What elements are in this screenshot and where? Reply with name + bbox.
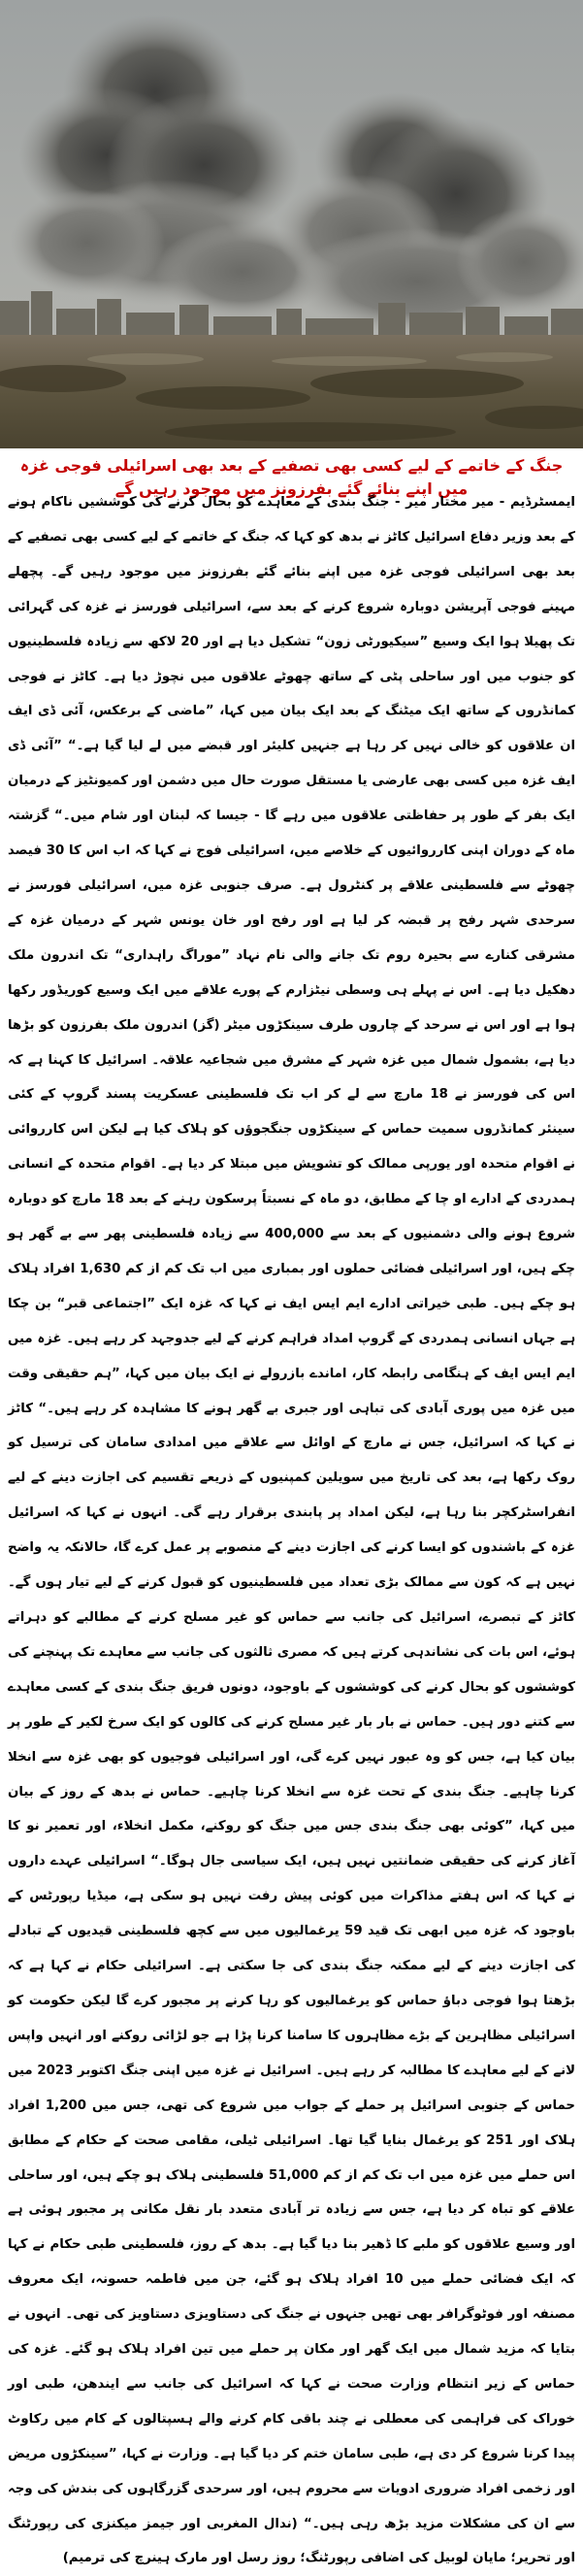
article-body bbox=[0, 485, 583, 2566]
article-photo bbox=[0, 0, 583, 448]
article-paragraph-text: ایمسٹرڈیم - میر مختار میر - جنگ بندی کے معاہدے کو بحال کرنے کی کوششیں ناکام ہونے کے بعد وزیر دفاع اسرائیل کاٹز نے بدھ کو کہا کہ جنگ کے خاتمے کے لیے کسی بھی تصفیے کے بعد بھی اسرائیلی فوجی غزہ میں اپنے بنائے گئے بفرزونز میں موجود رہیں گے۔ پچھلے مہینے فوجی آپریشن دوبارہ شروع کرنے کے بعد سے، اسرائیلی فورسز نے غزہ کی گہرائی تک پھیلا ہوا ایک وسیع ”سیکیورٹی زون“ تشکیل دیا ہے اور 20 لاکھ سے زیادہ فلسطینیوں کو جنوب میں اور ساحلی پٹی کے ساتھ چھوٹے علاقوں میں نچوڑ دیا ہے۔ کاٹز نے فوجی کمانڈروں کے ساتھ ایک میٹنگ کے بعد ایک بیان میں کہا، ”ماضی کے برعکس، آئی ڈی ایف ان علاقوں کو خالی نہیں کر رہا ہے جنہیں کلیئر اور قبضے میں لے لیا گیا ہے۔“ ”آئی ڈی ایف غزہ میں کسی بھی عارضی یا مستقل صورت حال میں دشمن اور کمیونٹیز کے درمیان ایک بفر کے طور پر حفاظتی علاقوں میں رہے گا - جیسا کہ لبنان اور شام میں۔“ گزشتہ ماہ کے دوران اپنی کارروائیوں کے خلاصے میں، اسرائیلی فوج نے کہا کہ اب اس کا 30 فیصد چھوٹے سے فلسطینی علاقے پر کنٹرول ہے۔ صرف جنوبی غزہ میں، اسرائیلی فورسز نے سرحدی شہر رفح پر قبضہ کر لیا ہے اور رفح اور خان یونس شہر کے درمیان غزہ کے مشرقی کنارے سے بحیرہ روم تک جانے والی نام نہاد ”موراگ راہداری“ تک اندرون ملک دھکیل دیا ہے۔ اس نے پہلے ہی وسطی نیٹزارم کے پورے علاقے میں ایک وسیع کوریڈور رکھا ہوا ہے اور اس نے سرحد کے چاروں طرف سینکڑوں میٹر (گز) اندرون ملک بفرزون کو بڑھا دیا ہے، بشمول شمال میں غزہ شہر کے مشرق میں شجاعیہ علاقہ۔ اسرائیل کا کہنا ہے کہ اس کی فورسز نے 18 مارچ سے لے کر اب تک فلسطینی عسکریت پسند گروپ کے کئی سینئر کمانڈروں سمیت حماس کے سینکڑوں جنگجوؤں کو ہلاک کیا ہے لیکن اس کارروائی نے اقوام متحدہ اور یورپی ممالک کو تشویش میں مبتلا کر دیا ہے۔ اقوام متحدہ کے انسانی ہمدردی کے ادارے او چا کے مطابق، دو ماہ کے نسبتاً پرسکون رہنے کے بعد 18 مارچ کو دوبارہ شروع ہونے والی دشمنیوں کے بعد سے 400,000 سے زیادہ فلسطینی پھر سے بے گھر ہو چکے ہیں، اور اسرائیلی فضائی حملوں اور بمباری میں اب تک کم از کم 1,630 افراد ہلاک ہو چکے ہیں۔ طبی خیراتی ادارے ایم ایس ایف نے کہا کہ غزہ ایک ”اجتماعی قبر“ بن چکا ہے جہاں انسانی ہمدردی کے گروپ امداد فراہم کرنے کے لیے جدوجہد کر رہے ہیں۔ غزہ میں ایم ایس ایف کے ہنگامی رابطہ کار، اماندے بازرولے نے ایک بیان میں کہا، ”ہم حقیقی وقت میں غزہ میں پوری آبادی کی تباہی اور جبری بے گھر ہونے کا مشاہدہ کر رہے ہیں۔“ کاٹز نے کہا کہ اسرائیل، جس نے مارچ کے اوائل سے علاقے میں امدادی سامان کی ترسیل کو روک رکھا ہے، بعد کی تاریخ میں سویلین کمپنیوں کے ذریعے تقسیم کی اجازت دینے کے لیے انفراسٹرکچر بنا رہا ہے، لیکن امداد پر پابندی برقرار رہے گی۔ انہوں نے کہا کہ اسرائیل غزہ کے باشندوں کو ایسا کرنے کی اجازت دینے کے منصوبے پر عمل کرے گا، حالانکہ یہ واضح نہیں ہے کہ کون سے ممالک بڑی تعداد میں فلسطینیوں کو قبول کرنے کے لیے تیار ہوں گے۔ کاٹز کے تبصرے، اسرائیل کی جانب سے حماس کو غیر مسلح کرنے کے مطالبے کو دہراتے ہوئے، اس بات کی نشاندہی کرتے ہیں کہ مصری ثالثوں کی جانب سے معاہدے تک پہنچنے کی کوششوں کو بحال کرنے کی کوششوں کے باوجود، دونوں فریق جنگ بندی کے کسی معاہدے سے کتنے دور ہیں۔ حماس نے بار بار غیر مسلح کرنے کی کالوں کو ایک سرخ لکیر کے طور پر بیان کیا ہے، جس کو وہ عبور نہیں کرے گی، اور اسرائیلی فوجیوں کو بھی غزہ سے انخلا کرنا چاہیے۔ جنگ بندی کے تحت غزہ سے انخلا کرنا چاہیے۔ حماس نے بدھ کے روز کے بیان میں کہا، ”کوئی بھی جنگ بندی جس میں جنگ کو روکنے، مکمل انخلاء، اور تعمیر نو کا آغاز کرنے کی حقیقی ضمانتیں نہیں ہیں، ایک سیاسی جال ہوگا۔“ اسرائیلی عہدے داروں نے کہا کہ اس ہفتے مذاکرات میں کوئی پیش رفت نہیں ہو سکی ہے، میڈیا رپورٹس کے باوجود کہ غزہ میں ابھی تک قید 59 یرغمالیوں میں سے کچھ فلسطینی قیدیوں کے تبادلے کی اجازت دینے کے لیے ممکنہ جنگ بندی کی جا سکتی ہے۔ اسرائیلی حکام نے کہا ہے کہ بڑھتا ہوا فوجی دباؤ حماس کو یرغمالیوں کو رہا کرنے پر مجبور کرے گا لیکن حکومت کو اسرائیلی مظاہرین کے بڑے مظاہروں کا سامنا کرنا پڑا ہے جو لڑائی روکنے اور انہیں واپس لانے کے لیے معاہدے کا مطالبہ کر رہے ہیں۔ اسرائیل نے غزہ میں اپنی جنگ اکتوبر 2023 میں حماس کے جنوبی اسرائیل پر حملے کے جواب میں شروع کی تھی، جس میں 1,200 افراد ہلاک اور 251 کو یرغمال بنایا گیا تھا۔ اسرائیلی ٹیلی، مقامی صحت کے حکام کے مطابق اس حملے میں غزہ میں اب تک کم از کم 51,000 فلسطینی ہلاک ہو چکے ہیں، اور ساحلی علاقے کو تباہ کر دیا ہے، جس سے زیادہ تر آبادی متعدد بار نقل مکانی پر مجبور ہوئی ہے اور وسیع علاقوں کو ملبے کا ڈھیر بنا دیا گیا ہے۔ بدھ کے روز، فلسطینی طبی حکام نے کہا کہ ایک فضائی حملے میں 10 افراد ہلاک ہو گئے، جن میں فاطمہ حسونہ، ایک معروف مصنفہ اور فوٹوگرافر بھی تھیں جنہوں نے جنگ کی دستاویزی دستاویز کی تھی۔ انہوں نے بتایا کہ مزید شمال میں ایک گھر اور مکان پر حملے میں تین افراد ہلاک ہو گئے۔ غزہ کی حماس کے زیر انتظام وزارت صحت نے کہا کہ اسرائیل کی جانب سے ایندھن، طبی اور خوراک کی فراہمی کی معطلی نے چند باقی کام کرنے والے ہسپتالوں کے کام میں رکاوٹ پیدا کرنا شروع کر دی ہے، طبی سامان ختم کر دیا گیا ہے۔ وزارت نے کہا، ”سینکڑوں مریض اور زخمی افراد ضروری ادویات سے محروم ہیں، اور سرحدی گزرگاہوں کی بندش کی وجہ سے ان کی مشکلات مزید بڑھ رہی ہیں۔“ bbox=[8, 495, 576, 2531]
article-credit: (ندال المغربی اور جیمز میکنزی کی رپورٹنگ اور تحریر؛ مایان لوبیل کی اضافی رپورٹنگ؛ روز رسل اور مارک ہینرچ کی ترمیم) bbox=[8, 2516, 575, 2566]
article-headline: جنگ کے خاتمے کے لیے کسی بھی تصفیے کے بعد بھی اسرائیلی فوجی غزہ میں اپنے بنائے گئے بفرزونز میں موجود رہیں گے bbox=[19, 456, 564, 498]
article-paragraph bbox=[8, 485, 575, 2576]
